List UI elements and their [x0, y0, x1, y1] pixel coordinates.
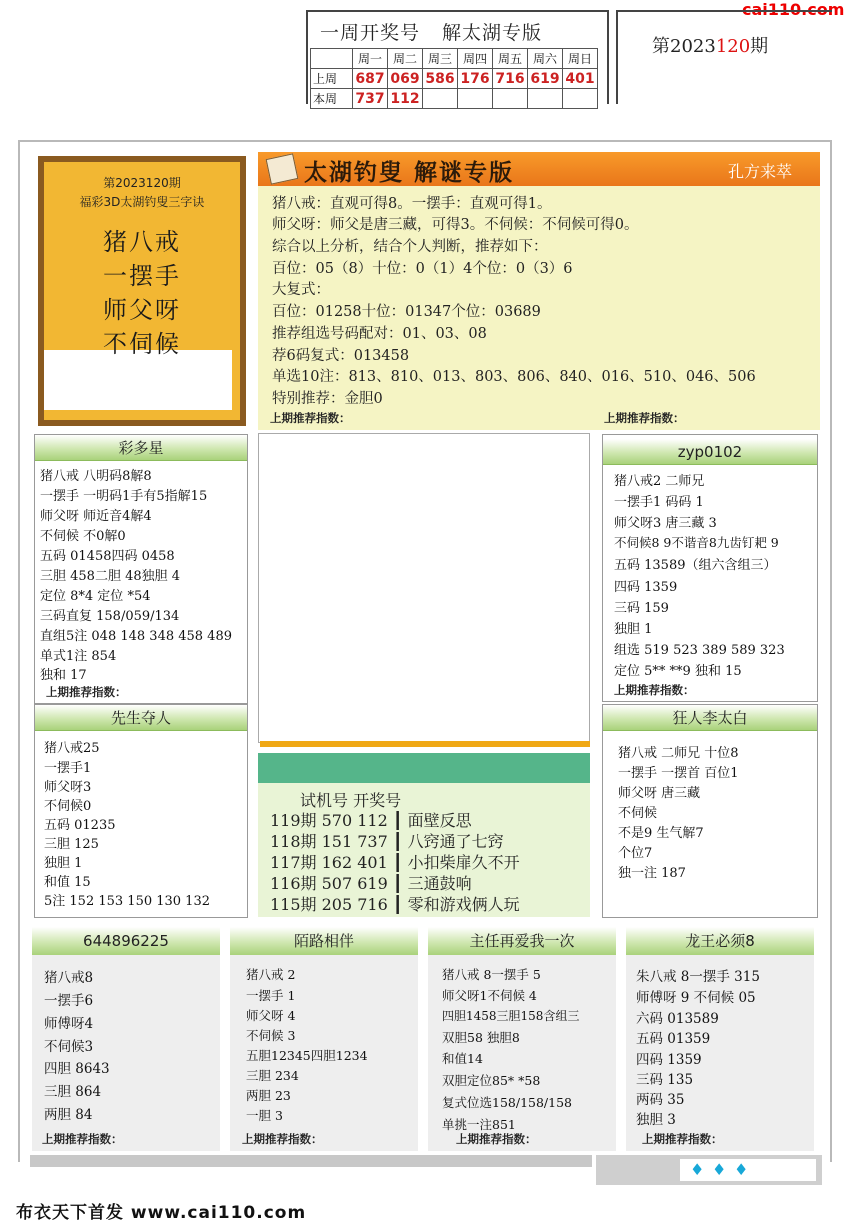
caiduoxing-line: 师父呀 师近音4解4: [40, 509, 152, 524]
col3-line: 复式位选158/158/158: [442, 1095, 572, 1110]
col2-line: 一摆手 1: [246, 988, 296, 1003]
zyp-index: 上期推荐指数：: [614, 683, 695, 697]
col4-line: 独胆 3: [636, 1112, 676, 1128]
center-blank-box: [258, 433, 590, 743]
day-header: 周三: [423, 49, 458, 69]
col1-line: 师傅呀4: [44, 1016, 94, 1032]
xiansheng-line: 和值 15: [44, 875, 91, 890]
day-header: 周一: [353, 49, 388, 69]
col2-line: 两胆 23: [246, 1088, 291, 1103]
result-cell: 586: [423, 69, 458, 89]
jieshi-line: 荐6码复式：013458: [272, 348, 410, 364]
kuangren-line: 不是9 生气解7: [618, 826, 704, 841]
col1-index: 上期推荐指数：: [42, 1132, 123, 1146]
zyp-line: 四码 1359: [614, 580, 678, 595]
poster-subtitle: 福彩3D太湖钓叟三字诀: [79, 195, 205, 209]
col1-line: 三胆 864: [44, 1084, 102, 1100]
week-results-title: 一周开奖号 解太湖专版: [320, 22, 543, 44]
caiduoxing-line: 直组5注 048 148 348 458 489: [40, 629, 232, 644]
caiduoxing-title: 彩多星: [35, 435, 247, 461]
caiduoxing-line: 三胆 458二胆 48独胆 4: [40, 569, 181, 584]
day-header: 周六: [528, 49, 563, 69]
jieshi-line: 综合以上分析，结合个人判断，推荐如下：: [272, 239, 548, 255]
poster-phrase: 师父呀: [103, 296, 181, 324]
xiansheng-line: 独胆 1: [44, 856, 83, 871]
last-week-label: 上周: [311, 69, 353, 89]
kuangren-line: 不伺候: [618, 806, 658, 821]
col2-line: 三胆 234: [246, 1068, 299, 1083]
kuangren-line: 个位7: [618, 846, 653, 861]
jieshi-author: 孔方来萃: [728, 162, 793, 181]
zyp-line: 独胆 1: [614, 622, 653, 637]
jieshi-line: 百位：01258十位：01347个位：03689: [272, 304, 541, 320]
caiduoxing-line: 五码 01458四码 0458: [40, 549, 175, 564]
result-cell: [563, 89, 598, 109]
xiansheng-line: 五码 01235: [44, 818, 116, 833]
caiduoxing-line: 单式1注 854: [40, 649, 117, 664]
col2-line: 五胆12345四胆1234: [246, 1048, 368, 1063]
history-row: 118期 151 737 ┃ 八窍通了七窍: [270, 832, 504, 851]
col2-index: 上期推荐指数：: [242, 1132, 323, 1146]
kuangren-line: 独一注 187: [618, 866, 686, 881]
result-cell: 737: [353, 89, 388, 109]
col2-line: 一胆 3: [246, 1108, 283, 1123]
zyp-title: zyp0102: [603, 439, 817, 465]
col3-line: 双胆58 独胆8: [442, 1030, 520, 1045]
kuangren-title: 狂人李太白: [603, 705, 817, 731]
caiduoxing-line: 定位 8*4 定位 *54: [40, 589, 151, 604]
col4-line: 五码 01359: [636, 1031, 711, 1047]
day-header: 周日: [563, 49, 598, 69]
bottom-divider: [30, 1155, 592, 1167]
jieshi-line: 百位：05（8）十位：0（1）4个位：0（3）6: [272, 261, 573, 277]
poster-blank-area: [44, 350, 232, 410]
col1-line: 不伺候3: [44, 1039, 94, 1055]
kuangren-line: 猪八戒 二师兄 十位8: [618, 746, 739, 761]
col3-line: 猪八戒 8一摆手 5: [442, 967, 541, 982]
col3-line: 双胆定位85* *58: [442, 1073, 541, 1088]
xiansheng-line: 一摆手1: [44, 761, 92, 776]
center-yellow-bar: [260, 741, 590, 747]
history-row: 117期 162 401 ┃ 小扣柴扉久不开: [270, 853, 520, 872]
zyp-line: 五码 13589（组六含组三）: [614, 558, 777, 573]
jieshi-index-right: 上期推荐指数：: [604, 411, 685, 425]
result-cell: 112: [388, 89, 423, 109]
col4-line: 三码 135: [636, 1072, 694, 1088]
xiansheng-line: 三胆 125: [44, 837, 99, 852]
jieshi-line: 师父呀：师父是唐三藏，可得3。不伺候：不伺候可得0。: [272, 217, 639, 233]
diamond-icon: ♦: [712, 1160, 727, 1179]
col1-line: 四胆 8643: [44, 1061, 110, 1077]
jieshi-title: 太湖钓叟 解谜专版: [304, 159, 515, 186]
col4-line: 六码 013589: [636, 1011, 719, 1027]
caiduoxing-line: 三码直复 158/059/134: [40, 609, 180, 624]
history-header: 试机号 开奖号: [300, 791, 402, 810]
xiansheng-title: 先生夺人: [35, 705, 247, 731]
zyp-line: 师父呀3 唐三藏 3: [614, 516, 717, 531]
col3-index: 上期推荐指数：: [456, 1132, 537, 1146]
xiansheng-line: 不伺候0: [44, 799, 92, 814]
day-header: 周五: [493, 49, 528, 69]
jieshi-index-left: 上期推荐指数：: [270, 411, 351, 425]
jieshi-line: 特别推荐：金胆0: [272, 391, 383, 407]
result-cell: [458, 89, 493, 109]
col3-title: 主任再爱我一次: [428, 927, 616, 955]
col2-line: 不伺候 3: [246, 1028, 296, 1043]
diamond-icon: ♦: [690, 1160, 705, 1179]
result-cell: [528, 89, 563, 109]
col3-line: 单挑一注851: [442, 1117, 516, 1132]
day-header: 周四: [458, 49, 493, 69]
week-results-table: [310, 48, 598, 109]
jieshi-line: 推荐组选号码配对：01、03、08: [272, 326, 487, 342]
zyp-line: 一摆手1 码码 1: [614, 495, 704, 510]
zyp-line: 组选 519 523 389 589 323: [614, 643, 785, 658]
col2-line: 师父呀 4: [246, 1008, 296, 1023]
col1-line: 猪八戒8: [44, 970, 94, 986]
zyp-line: 不伺候8 9不谐音8九齿钉耙 9: [614, 535, 779, 550]
site-logo-text[interactable]: cai110.com: [742, 0, 845, 19]
caiduoxing-line: 独和 17: [40, 668, 87, 683]
xiansheng-line: 师父呀3: [44, 780, 92, 795]
zyp-line: 三码 159: [614, 601, 669, 616]
caiduoxing-index: 上期推荐指数：: [46, 685, 127, 699]
history-row: 119期 570 112 ┃ 面壁反思: [270, 811, 472, 830]
result-cell: 401: [563, 69, 598, 89]
xiansheng-line: 5注 152 153 150 130 132: [44, 894, 210, 909]
col4-title: 龙王必须8: [626, 927, 814, 955]
col2-line: 猪八戒 2: [246, 967, 296, 982]
col3-line: 师父呀1不伺候 4: [442, 988, 537, 1003]
result-cell: [493, 89, 528, 109]
caiduoxing-line: 不伺候 不0解0: [40, 529, 126, 544]
diamond-icon: ♦: [734, 1160, 749, 1179]
col3-line: 和值14: [442, 1051, 483, 1066]
history-row: 115期 205 716 ┃ 零和游戏俩人玩: [270, 895, 520, 914]
col4-line: 朱八戒 8一摆手 315: [636, 969, 760, 985]
caiduoxing-line: 一摆手 一明码1手有5指解15: [40, 489, 208, 504]
zyp-line: 定位 5** **9 独和 15: [614, 664, 742, 679]
poster-phrase: 一摆手: [103, 262, 181, 290]
kuangren-line: 师父呀 唐三藏: [618, 786, 701, 801]
col3-line: 四胆1458三胆158含组三: [442, 1009, 580, 1023]
col1-line: 一摆手6: [44, 993, 94, 1009]
col4-line: 两码 35: [636, 1092, 685, 1108]
poster-period: 第2023120期: [103, 176, 181, 190]
history-row: 116期 507 619 ┃ 三通鼓响: [270, 874, 472, 893]
col4-index: 上期推荐指数：: [642, 1132, 723, 1146]
history-header-bar: [258, 753, 590, 783]
col1-title: 644896225: [32, 927, 220, 955]
col2-title: 陌路相伴: [230, 927, 418, 955]
col4-line: 师傅呀 9 不伺候 05: [636, 990, 756, 1006]
result-cell: 716: [493, 69, 528, 89]
kuangren-line: 一摆手 一摆首 百位1: [618, 766, 739, 781]
caiduoxing-line: 猪八戒 八明码8解8: [40, 469, 152, 484]
this-week-label: 本周: [311, 89, 353, 109]
poster-phrase: 猪八戒: [103, 228, 181, 256]
footer-site-text[interactable]: 布衣天下首发 www.cai110.com: [16, 1203, 307, 1223]
poster-phrase: 不伺候: [103, 330, 181, 358]
zyp-line: 猪八戒2 二师兄: [614, 474, 705, 489]
jieshi-line: 单选10注：813、810、013、803、806、840、016、510、046、506: [272, 369, 756, 385]
xiansheng-line: 猪八戒25: [44, 741, 100, 756]
result-cell: 619: [528, 69, 563, 89]
period-title: 第2023120期: [652, 36, 769, 57]
col4-line: 四码 1359: [636, 1052, 702, 1068]
jieshi-line: 猪八戒：直观可得8。一摆手：直观可得1。: [272, 196, 552, 212]
result-cell: 069: [388, 69, 423, 89]
jieshi-line: 大复式：: [272, 282, 330, 298]
result-cell: 176: [458, 69, 493, 89]
result-cell: 687: [353, 69, 388, 89]
day-header: 周二: [388, 49, 423, 69]
result-cell: [423, 89, 458, 109]
col1-line: 两胆 84: [44, 1107, 93, 1123]
